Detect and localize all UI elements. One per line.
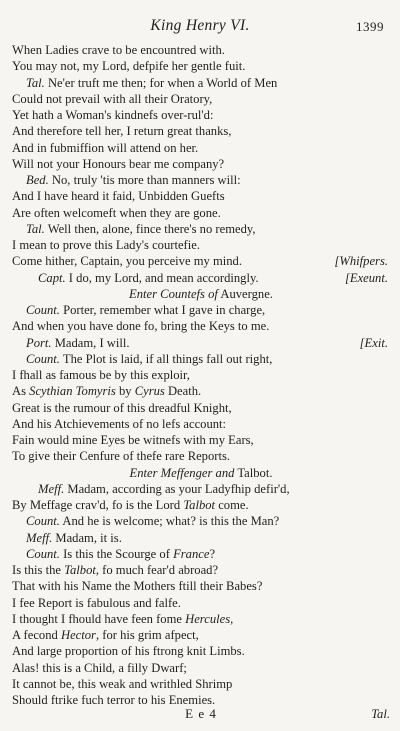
line-text: The Plot is laid, if all things fall out right,	[59, 351, 273, 366]
verse-line	[12, 530, 390, 546]
verse-line	[12, 562, 390, 578]
line-text: That with his Name the Mothers ftill their Babes?	[12, 579, 263, 594]
proper-name: Talbot	[183, 498, 216, 512]
verse-line	[12, 221, 390, 237]
exit-direction: [Exit.	[359, 335, 388, 350]
verse-line	[12, 643, 390, 659]
line-text: , for his grim afpect,	[95, 628, 199, 642]
page-number: 1399	[356, 19, 384, 34]
verse-line	[12, 660, 390, 676]
speaker-name: Capt.	[38, 270, 66, 285]
verse-line	[12, 367, 390, 383]
verse-line	[12, 513, 390, 529]
line-text: , fo much fear'd abroad?	[95, 563, 219, 577]
verse-line	[12, 497, 390, 513]
line-text: Are often welcomeft when they are gone.	[12, 205, 221, 220]
line-text: When Ladies crave to be encountred with.	[12, 43, 225, 57]
line-text: I fee Report is fabulous and falfe.	[12, 595, 181, 610]
verse-line	[12, 205, 390, 221]
line-text: And his Atchievements of no lefs account:	[12, 416, 227, 431]
line-text: Fain would mine Eyes be witnefs with my Ears,	[12, 433, 254, 447]
line-text: Well then, alone, fince there's no remedy,	[44, 221, 256, 236]
line-text: Is this the	[12, 563, 65, 577]
exit-direction: [Whifpers.	[334, 254, 388, 269]
verse-line	[12, 611, 390, 627]
verse-line	[12, 318, 390, 334]
line-text: come.	[215, 498, 249, 512]
line-text: Madam, it is.	[52, 530, 122, 545]
line-text: Great is the rumour of this dreadful Knight,	[12, 400, 232, 415]
stage-direction	[12, 465, 390, 481]
verse-line	[12, 270, 390, 286]
verse-line	[12, 42, 390, 58]
verse-line	[12, 676, 390, 692]
verse-line	[12, 188, 390, 204]
verse-line	[12, 383, 390, 399]
line-text: And when you have done fo, bring the Keys to me.	[12, 319, 270, 334]
verse-line	[12, 253, 390, 269]
exit-direction: [Exeunt.	[344, 270, 388, 285]
verse-line	[12, 448, 390, 464]
verse-line	[12, 302, 390, 318]
speaker-name: Count.	[26, 546, 60, 561]
line-text: Could not prevail with all their Oratory,	[12, 91, 213, 106]
line-text: I mean to prove this Lady's courtefie.	[12, 238, 200, 252]
line-text: ?	[209, 546, 216, 561]
running-title: King Henry VI.	[150, 17, 250, 34]
line-text: And therefore tell her, I return great thanks,	[12, 124, 232, 139]
verse-line	[12, 351, 390, 367]
line-text: And he is welcome; what? is this the Man?	[59, 514, 280, 529]
verse-line	[12, 75, 390, 91]
proper-name: Scythian Tomyris	[29, 384, 116, 399]
stage-direction-text: Enter Meffenger and	[129, 465, 235, 480]
stage-direction-text: Enter Countefs of	[129, 286, 218, 301]
line-text: Ne'er truft me then; for when a World of Men	[44, 75, 278, 90]
verse-line	[12, 546, 390, 562]
speaker-name: Count.	[26, 351, 60, 366]
line-text: By Meffage crav'd, fo is the Lord	[12, 498, 184, 512]
line-text: Yet hath a Woman's kindnefs over-rul'd:	[12, 108, 214, 122]
line-text: Death.	[164, 384, 202, 399]
proper-name: Talbot	[64, 563, 96, 577]
line-text: Come hither, Captain, you perceive my mind.	[12, 254, 242, 269]
line-text: It cannot be, this weak and writhled Shrimp	[12, 676, 233, 691]
proper-name: Hector	[60, 628, 96, 642]
speaker-name: Count.	[26, 303, 60, 317]
verse-line	[12, 107, 390, 123]
verse-line	[12, 335, 390, 351]
speaker-name: Count.	[26, 514, 60, 529]
play-text	[12, 42, 390, 708]
line-text: Alas! this is a Child, a filly Dwarf;	[12, 660, 187, 675]
line-text: Should ftrike fuch terror to his Enemies.	[12, 693, 216, 707]
verse-line	[12, 578, 390, 594]
verse-line	[12, 481, 390, 497]
line-text: I do, my Lord, and mean accordingly.	[65, 270, 259, 285]
verse-line	[12, 400, 390, 416]
speaker-name: Meff.	[38, 481, 65, 496]
page-footer	[12, 706, 390, 722]
line-text: Madam, I will.	[51, 335, 130, 350]
verse-line	[12, 156, 390, 172]
proper-name: Hercules,	[185, 611, 234, 626]
verse-line	[12, 58, 390, 74]
stage-direction-name: Talbot.	[234, 465, 273, 480]
verse-line	[12, 237, 390, 253]
line-text: And large proportion of his ftrong knit Limbs.	[12, 644, 245, 659]
speaker-name: Meff.	[26, 530, 53, 545]
line-text: I thought I fhould have feen fome	[12, 611, 186, 626]
speaker-name: Tal.	[26, 221, 45, 236]
verse-line	[12, 140, 390, 156]
line-text: To give their Cenfure of thefe rare Reports.	[12, 449, 231, 464]
verse-line	[12, 172, 390, 188]
speaker-name: Tal.	[26, 75, 45, 90]
line-text: Is this the Scourge of	[59, 546, 174, 561]
proper-name: France	[173, 546, 210, 561]
line-text: And I have heard it faid, Unbidden Guefts	[12, 189, 225, 204]
verse-line	[12, 595, 390, 611]
speaker-name: Port.	[26, 335, 52, 350]
verse-line	[12, 627, 390, 643]
line-text: And in fubmiffion will attend on her.	[12, 140, 199, 155]
verse-line	[12, 416, 390, 432]
stage-direction-name: Auvergne.	[217, 286, 273, 301]
verse-line	[12, 432, 390, 448]
line-text: Madam, according as your Ladyfhip defir'd,	[64, 481, 290, 496]
proper-name: Cyrus	[134, 384, 165, 399]
signature-mark: E e 4	[185, 706, 217, 721]
line-text: You may not, my Lord, defpife her gentle fuit.	[12, 59, 246, 74]
line-text: A fecond	[12, 628, 61, 642]
line-text: Will not your Honours bear me company?	[12, 156, 225, 171]
stage-direction	[12, 286, 390, 302]
catchword: Tal.	[371, 707, 390, 721]
verse-line	[12, 91, 390, 107]
line-text: Porter, remember what I gave in charge,	[59, 303, 266, 317]
speaker-name: Bed.	[26, 173, 49, 187]
line-text: No, truly 'tis more than manners will:	[48, 173, 241, 187]
verse-line	[12, 123, 390, 139]
line-text: I fhall as famous be by this exploir,	[12, 368, 190, 382]
line-text: As	[12, 384, 30, 399]
line-text: by	[115, 384, 135, 399]
